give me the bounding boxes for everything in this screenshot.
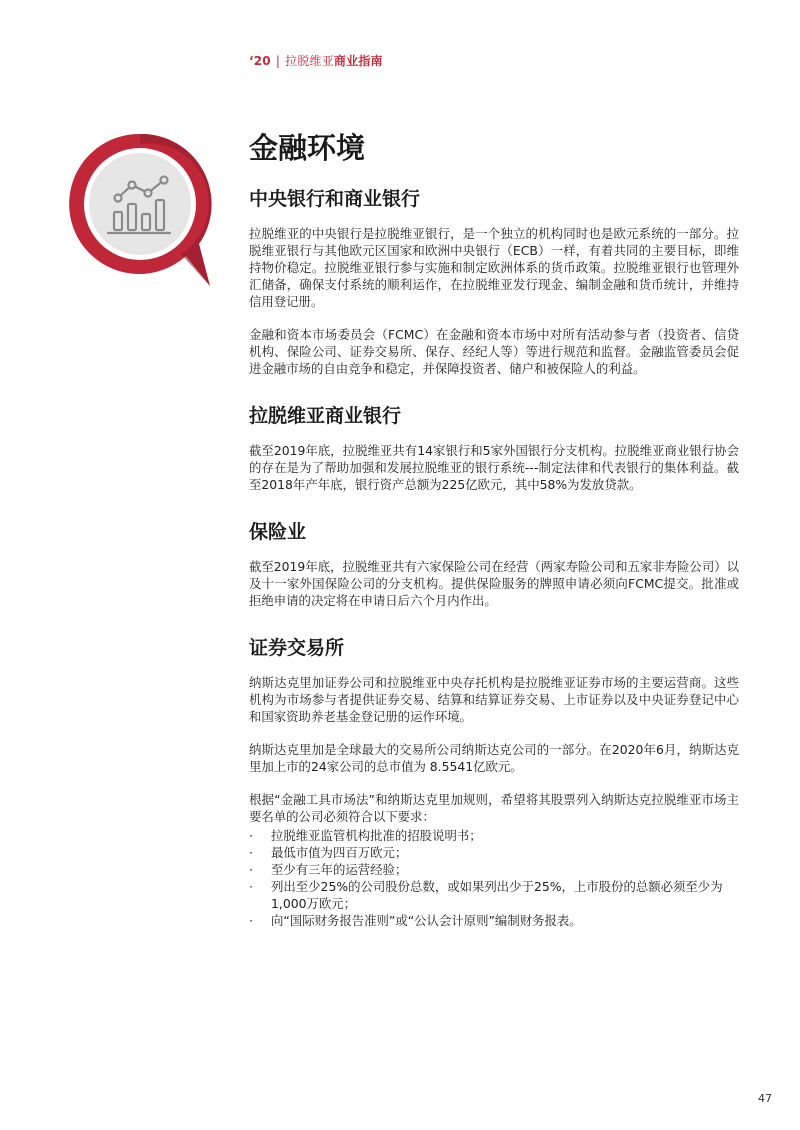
paragraph: 纳斯达克里加证券公司和拉脱维亚中央存托机构是拉脱维亚证券市场的主要运营商。这些机构为市场参与者提供证券交易、结算和结算证券交易、上市证券以及中央证券登记中心和国家资助养老基金登记册的运作环境。 [249, 675, 739, 724]
list-item: · 列出至少25%的公司股份总数，或如果列出少于25%，上市股份的总额必须至少为1,000万欧元； [249, 878, 739, 912]
section-title-stock-exchange [249, 635, 739, 661]
running-header [249, 52, 383, 69]
section-title-bold: 保险 [249, 521, 288, 543]
page-content [249, 128, 739, 929]
header-title-normal: 拉脱维亚 [285, 54, 334, 68]
header-separator: | [275, 54, 281, 68]
finance-chart-icon [66, 130, 214, 290]
section-title-bold: 中央银行 [249, 188, 326, 210]
list-item: · 拉脱维亚监管机构批准的招股说明书； [249, 827, 739, 844]
paragraph: 拉脱维亚的中央银行是拉脱维亚银行，是一个独立的机构同时也是欧元系统的一部分。拉脱维亚银行与其他欧元区国家和欧洲中央银行（ECB）一样，有着共同的主要目标，即维持物价稳定。拉脱维亚银行参与实施和制定欧洲体系的货币政策。拉脱维亚银行也管理外汇储备，确保支付系统的顺利运作，在拉脱维亚发行现金、编制金融和货币统计，并维持信用登记册。 [249, 226, 739, 309]
section-title-normal: 拉脱维亚 [249, 405, 326, 427]
section-title-normal: 业 [287, 521, 307, 543]
section-title-commercial-banks [249, 403, 739, 429]
section-title-bold: 证券交易所 [249, 637, 345, 659]
requirements-list [249, 827, 739, 929]
list-item: · 至少有三年的运营经验； [249, 861, 739, 878]
section-title-central-bank [249, 186, 739, 212]
list-item: · 最低市值为四百万欧元； [249, 844, 739, 861]
section-title-bold: 商业银行 [325, 405, 402, 427]
list-item: · 向“国际财务报告准则”或“公认会计原则”编制财务报表。 [249, 912, 739, 929]
page-title-normal: 环境 [307, 131, 366, 165]
page-number: 47 [758, 1092, 772, 1105]
section-title-normal: 和商业银行 [325, 188, 421, 210]
paragraph: 根据“金融工具市场法”和纳斯达克里加规则，希望将其股票列入纳斯达克拉脱维亚市场主要名单的公司必须符合以下要求： [249, 792, 739, 824]
paragraph: 金融和资本市场委员会（FCMC）在金融和资本市场中对所有活动参与者（投资者、信贷机构、保险公司、证券交易所、保存、经纪人等）等进行规范和监督。金融监管委员会促进金融市场的自由竞争和稳定，并保障投资者、储户和被保险人的利益。 [249, 327, 739, 376]
page-title [249, 128, 739, 168]
paragraph: 截至2019年底，拉脱维亚共有14家银行和5家外国银行分支机构。拉脱维亚商业银行协会的存在是为了帮助加强和发展拉脱维亚的银行系统---制定法律和代表银行的集体利益。截至2018年产年底，银行资产总额为225亿欧元，其中58%为发放贷款。 [249, 443, 739, 492]
paragraph: 截至2019年底，拉脱维亚共有六家保险公司在经营（两家寿险公司和五家非寿险公司）以及十一家外国保险公司的分支机构。提供保险服务的牌照申请必须向FCMC提交。批准或拒绝申请的决定将在申请日后六个月内作出。 [249, 559, 739, 608]
header-year: ‘20 [249, 54, 271, 68]
section-title-insurance [249, 519, 739, 545]
page-title-bold: 金融 [249, 131, 308, 165]
paragraph: 纳斯达克里加是全球最大的交易所公司纳斯达克公司的一部分。在2020年6月，纳斯达克里加上市的24家公司的总市值为 8.5541亿欧元。 [249, 742, 739, 774]
header-title-bold: 商业指南 [333, 54, 383, 68]
